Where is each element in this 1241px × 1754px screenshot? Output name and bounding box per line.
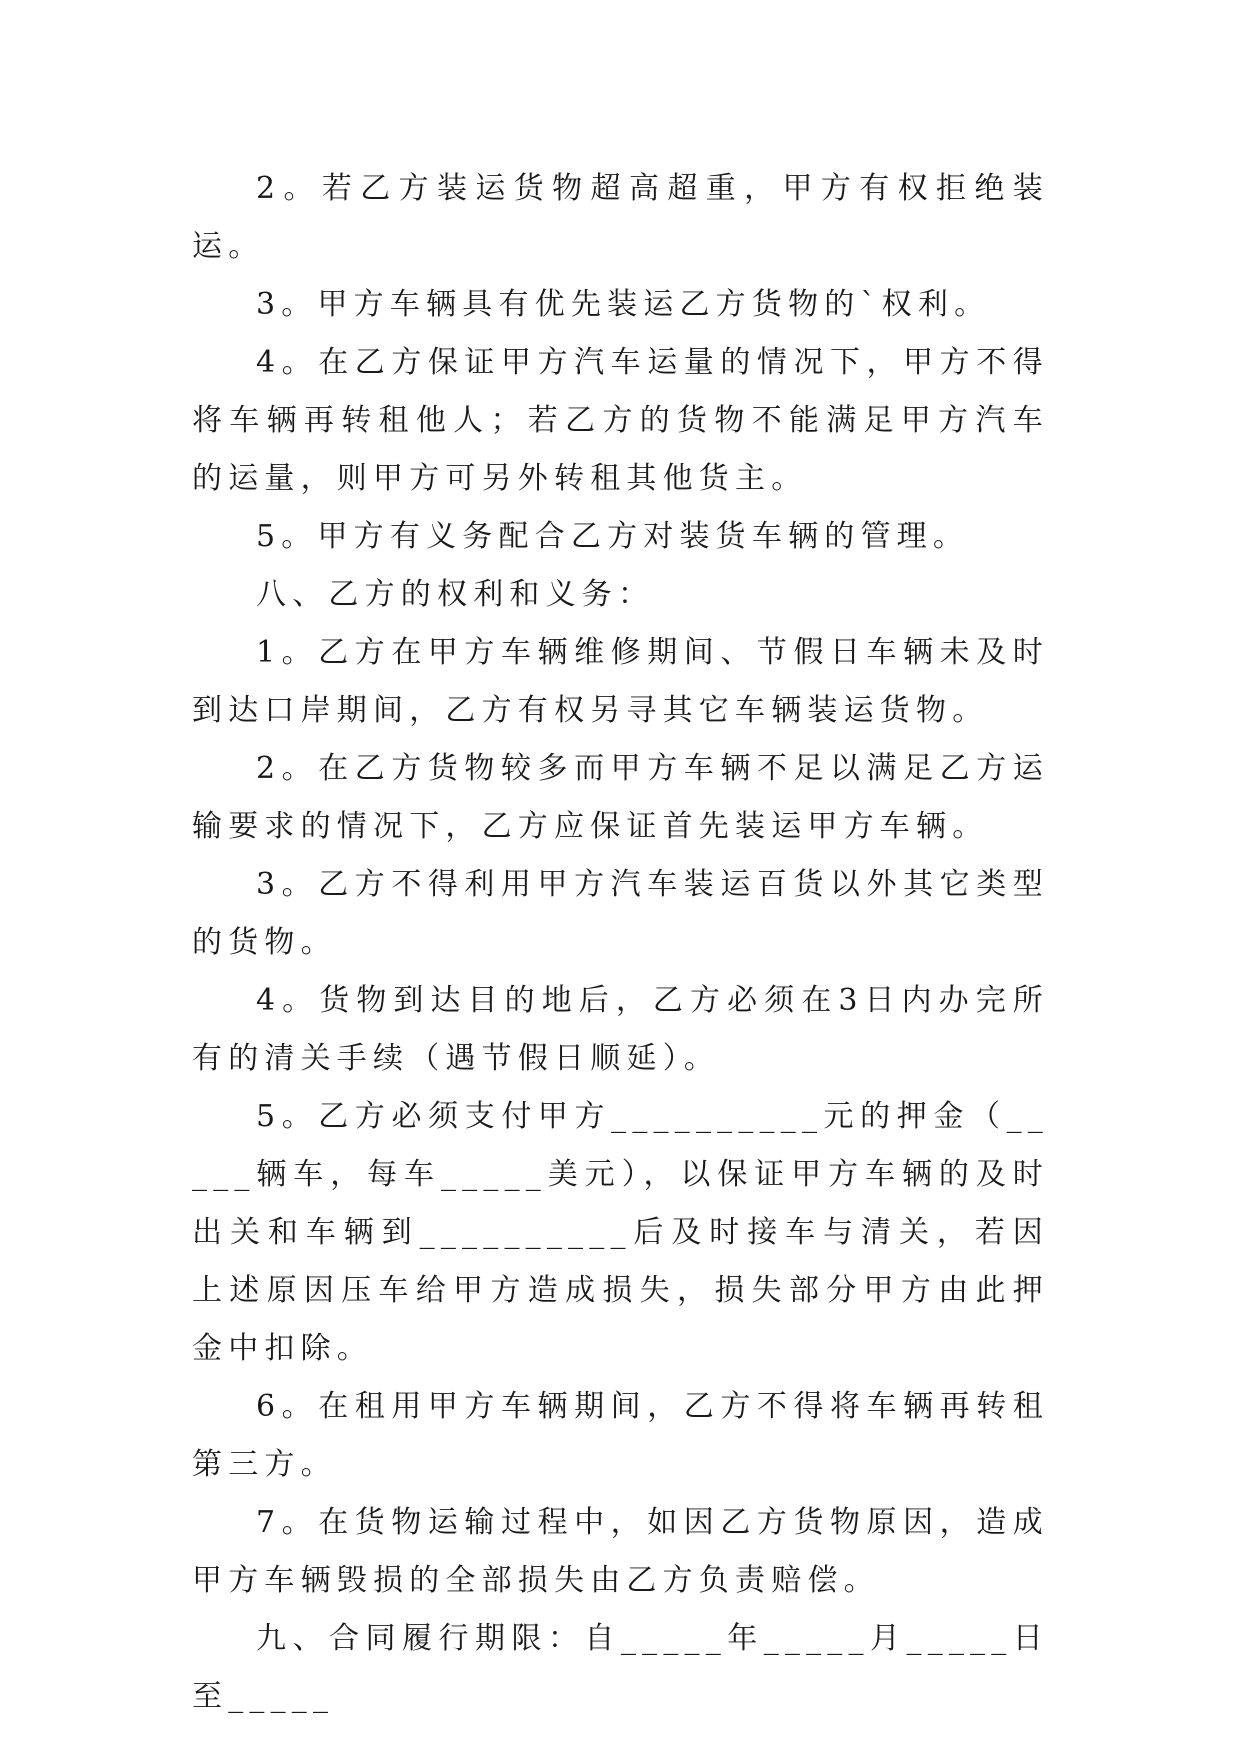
paragraph-clause-8-6: 6。在租用甲方车辆期间，乙方不得将车辆再转租第三方。 [192, 1389, 1049, 1482]
document-body [192, 160, 1049, 1726]
section-heading-8: 八、乙方的权利和义务： [256, 577, 655, 612]
paragraph-clause-7-2: 2。若乙方装运货物超高超重，甲方有权拒绝装运。 [192, 171, 1049, 264]
paragraph-clause-8-1: 1。乙方在甲方车辆维修期间、节假日车辆未及时到达口岸期间，乙方有权另寻其它车辆装运货物。 [192, 635, 1049, 728]
paragraph-clause-8-3: 3。乙方不得利用甲方汽车装运百货以外其它类型的货物。 [192, 867, 1049, 960]
paragraph-clause-8-5: 5。乙方必须支付甲方__________元的押金（_____辆车，每车_____美元），以保证甲方车辆的及时出关和车辆到__________后及时接车与清关，若因上述原因压车给甲方造成损失，损失部分甲方由此押金中扣除。 [192, 1099, 1049, 1366]
section-heading-9: 九、合同履行期限：自_____年_____月_____日至_____ [192, 1621, 1049, 1714]
paragraph-clause-8-4: 4。货物到达目的地后，乙方必须在3日内办完所有的清关手续（遇节假日顺延）。 [192, 983, 1049, 1076]
paragraph-clause-7-3: 3。甲方车辆具有优先装运乙方货物的`权利。 [256, 287, 991, 322]
paragraph-clause-7-5: 5。甲方有义务配合乙方对装货车辆的管理。 [256, 519, 970, 554]
paragraph-clause-8-2: 2。在乙方货物较多而甲方车辆不足以满足乙方运输要求的情况下，乙方应保证首先装运甲方车辆。 [192, 751, 1049, 844]
paragraph-clause-8-7: 7。在货物运输过程中，如因乙方货物原因，造成甲方车辆毁损的全部损失由乙方负责赔偿。 [192, 1505, 1049, 1598]
paragraph-clause-7-4: 4。在乙方保证甲方汽车运量的情况下，甲方不得将车辆再转租他人；若乙方的货物不能满足甲方汽车的运量，则甲方可另外转租其他货主。 [192, 345, 1049, 496]
